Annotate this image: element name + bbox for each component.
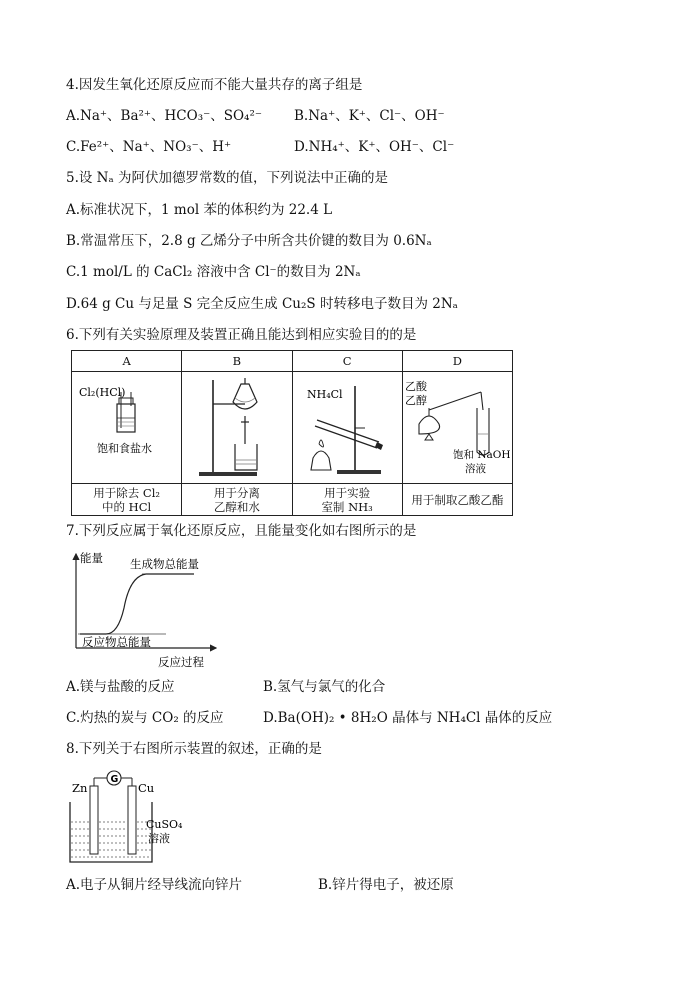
caption-a-line2: 中的 HCl [102, 499, 152, 514]
galvanic-cell-diagram [66, 766, 196, 874]
energy-diagram [66, 548, 226, 674]
ethyl-acetate-figure [403, 372, 519, 480]
table-header-c: C [292, 351, 402, 372]
q6-stem: 6.下列有关实验原理及装置正确且能达到相应实验目的的是 [66, 327, 417, 343]
q7-option-b: B.氢气与氯气的化合 [263, 679, 386, 695]
apparatus-d-cell [402, 372, 512, 484]
gas-washing-bottle-figure [73, 372, 181, 480]
q4-stem: 4.因发生氧化还原反应而不能大量共存的离子组是 [66, 77, 363, 93]
ammonia-preparation-figure [293, 372, 401, 480]
caption-c-line1: 用于实验 [324, 485, 371, 500]
caption-a [72, 484, 182, 516]
caption-b-line2: 乙醇和水 [213, 499, 260, 514]
cu-electrode-label: Cu [138, 781, 155, 795]
solution-label-2: 溶液 [148, 832, 170, 845]
table-header-a: A [72, 351, 182, 372]
caption-c-line2: 室制 NH₃ [321, 499, 373, 514]
energy-axis-label: 能量 [80, 551, 103, 565]
q5-option-b: B.常温常压下，2.8 g 乙烯分子中所含共价键的数目为 0.6Nₐ [66, 233, 432, 249]
apparatus-a-solution-label: 饱和食盐水 [96, 442, 152, 455]
q8-stem: 8.下列关于右图所示装置的叙述，正确的是 [66, 741, 322, 757]
galvanometer-label: G [110, 774, 119, 785]
apparatus-d-reagent-label-1: 乙酸 [404, 380, 427, 393]
q4-option-a: A.Na⁺、Ba²⁺、HCO₃⁻、SO₄²⁻ [66, 108, 263, 124]
q7-stem: 7.下列反应属于氧化还原反应，且能量变化如右图所示的是 [66, 523, 417, 539]
q5-option-c: C.1 mol/L 的 CaCl₂ 溶液中含 Cl⁻的数目为 2Nₐ [66, 264, 361, 280]
reactants-energy-label: 反应物总能量 [82, 635, 151, 649]
q8-option-a: A.电子从铜片经导线流向锌片 [66, 877, 243, 893]
q4-option-c: C.Fe²⁺、Na⁺、NO₃⁻、H⁺ [66, 139, 232, 155]
experiment-table [71, 350, 513, 516]
apparatus-a-gas-label: Cl₂(HCl) [78, 386, 126, 399]
zn-electrode-label: Zn [72, 781, 88, 795]
caption-c [292, 484, 402, 516]
apparatus-c-reagent-label: NH₄Cl [307, 388, 343, 401]
caption-b-line1: 用于分离 [213, 485, 260, 500]
apparatus-b-cell [182, 372, 292, 484]
q4-option-b: B.Na⁺、K⁺、Cl⁻、OH⁻ [294, 108, 445, 124]
products-energy-label: 生成物总能量 [130, 557, 199, 571]
separatory-funnel-figure [183, 372, 291, 480]
apparatus-d-solution-label-1: 饱和 NaOH [452, 449, 511, 461]
apparatus-d-reagent-label-2: 乙醇 [404, 394, 427, 407]
apparatus-c-cell [292, 372, 402, 484]
reaction-progress-label: 反应过程 [158, 655, 204, 669]
q7-option-d: D.Ba(OH)₂ • 8H₂O 晶体与 NH₄Cl 晶体的反应 [263, 710, 553, 726]
q5-stem: 5.设 Nₐ 为阿伏加德罗常数的值，下列说法中正确的是 [66, 170, 388, 186]
caption-a-line1: 用于除去 Cl₂ [93, 485, 160, 500]
table-header-d: D [402, 351, 512, 372]
q7-option-c: C.灼热的炭与 CO₂ 的反应 [66, 710, 224, 726]
q5-option-d: D.64 g Cu 与足量 S 完全反应生成 Cu₂S 时转移电子数目为 2Nₐ [66, 296, 458, 312]
q8-option-b: B.锌片得电子，被还原 [318, 877, 454, 893]
q7-option-a: A.镁与盐酸的反应 [66, 679, 175, 695]
solution-label-1: CuSO₄ [146, 818, 183, 831]
apparatus-d-solution-label-2: 溶液 [464, 463, 486, 475]
caption-d [402, 484, 512, 516]
table-header-b: B [182, 351, 292, 372]
caption-d-line1: 用于制取乙酸乙酯 [411, 492, 504, 507]
apparatus-a-cell [72, 372, 182, 484]
q5-option-a: A.标准状况下，1 mol 苯的体积约为 22.4 L [66, 202, 333, 218]
caption-b [182, 484, 292, 516]
q4-option-d: D.NH₄⁺、K⁺、OH⁻、Cl⁻ [294, 139, 455, 155]
